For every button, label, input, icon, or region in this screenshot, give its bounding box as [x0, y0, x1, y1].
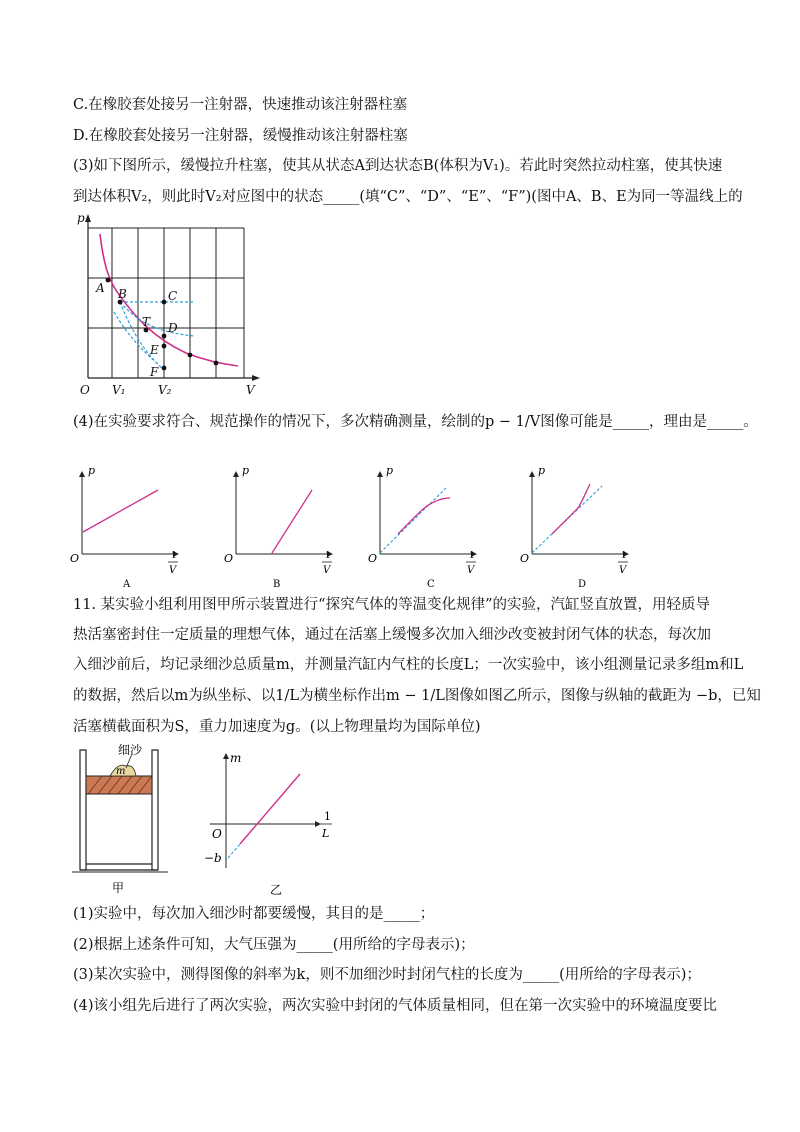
q11-line-2: 热活塞密封住一定质量的理想气体，通过在活塞上缓慢多次加入细沙改变被封闭气体的状态，每次加 [73, 627, 711, 643]
svg-text:O: O [224, 552, 234, 565]
subq-3: (3)某次实验中，测得图像的斜率为k，则不加细沙时封闭气柱的长度为_____(用所给的字母表示)； [73, 967, 701, 983]
option-c-graph [368, 464, 476, 590]
svg-text:1: 1 [469, 551, 475, 561]
svg-text:1: 1 [621, 551, 627, 561]
point-t-label: T [142, 315, 151, 329]
svg-text:V: V [323, 565, 331, 576]
option-b-label: B [273, 579, 281, 590]
point-f-label: F [150, 365, 159, 379]
svg-text:O: O [368, 552, 378, 565]
v1-label: V₁ [112, 383, 126, 397]
options-graphs [62, 462, 632, 590]
option-c-text: C.在橡胶套处接另一注射器，快速推动该注射器柱塞 [73, 97, 408, 113]
v-axis-label: V [246, 383, 255, 397]
origin-label-yi: O [212, 827, 222, 841]
figure-jia-cylinder [72, 740, 172, 900]
sand-label: 细沙 [118, 743, 143, 757]
svg-text:O: O [70, 552, 80, 565]
option-a-label: A [123, 579, 131, 590]
m-axis-label: m [230, 751, 242, 765]
question-4-text: (4)在实验要求符合、规范操作的情况下，多次精确测量，绘制的p − 1/V图像可能是_____，理由是_____。 [73, 414, 758, 430]
q11-line-5: 活塞横截面积为S，重力加速度为g。(以上物理量均为国际单位) [73, 719, 481, 735]
intercept-label: −b [204, 851, 222, 865]
v2-label: V₂ [158, 383, 172, 397]
svg-text:V: V [169, 565, 177, 576]
point-c-label: C [168, 289, 178, 303]
svg-text:1: 1 [171, 551, 177, 561]
mass-label: m [116, 766, 126, 777]
origin-label: O [80, 383, 90, 397]
q11-line-1: 11. 某实验小组利用图甲所示装置进行“探究气体的等温变化规律”的实验，汽缸竖直放置，用轻质导 [73, 597, 710, 613]
p-axis-label: p [77, 211, 85, 225]
point-e-label: E [150, 343, 159, 357]
svg-text:V: V [467, 565, 475, 576]
q11-line-3: 入细沙前后，均记录细沙总质量m，并测量汽缸内气柱的长度L；一次实验中，该小组测量记录多组m和L [73, 657, 744, 673]
option-d-label: D [578, 579, 587, 590]
svg-text:p: p [242, 464, 250, 477]
caption-yi: 乙 [270, 883, 283, 897]
subq-1: (1)实验中，每次加入细沙时都要缓慢，其目的是_____； [73, 906, 435, 922]
piston [86, 776, 152, 794]
option-a-graph [70, 464, 178, 590]
svg-text:p: p [538, 464, 546, 477]
svg-text:1: 1 [325, 551, 331, 561]
svg-text:L: L [322, 827, 330, 840]
svg-text:O: O [520, 552, 530, 565]
question-3-line-2: 到达体积V₂，则此时V₂对应图中的状态_____(填“C”、“D”、“E”、“F”)(图中A、B、E为同一等温线上的 [73, 189, 743, 205]
svg-text:p: p [386, 464, 394, 477]
option-d-text: D.在橡胶套处接另一注射器，缓慢推动该注射器柱塞 [73, 128, 408, 144]
point-b-label: B [118, 287, 127, 301]
option-c-label: C [427, 579, 435, 590]
option-b-graph [224, 464, 332, 590]
point-d-label: D [168, 321, 178, 335]
caption-jia: 甲 [112, 881, 125, 895]
point-a-label: A [96, 281, 105, 295]
svg-text:1: 1 [324, 810, 331, 823]
subq-2: (2)根据上述条件可知，大气压强为_____(用所给的字母表示)； [73, 937, 475, 953]
subq-4: (4)该小组先后进行了两次实验，两次实验中封闭的气体质量相同，但在第一次实验中的环境温度要比 [73, 998, 718, 1014]
figure-yi-graph [200, 748, 350, 900]
question-3-line-1: (3)如下图所示，缓慢拉升柱塞，使其从状态A到达状态B(体积为V₁)。若此时突然拉动柱塞，使其快速 [73, 158, 723, 174]
option-d-graph [520, 464, 628, 590]
svg-text:V: V [619, 565, 627, 576]
pv-diagram [74, 208, 264, 400]
svg-text:p: p [88, 464, 96, 477]
q11-line-4: 的数据，然后以m为纵坐标、以1/L为横坐标作出m − 1/L图像如图乙所示，图像与纵轴的截距为 −b，已知 [73, 688, 761, 704]
